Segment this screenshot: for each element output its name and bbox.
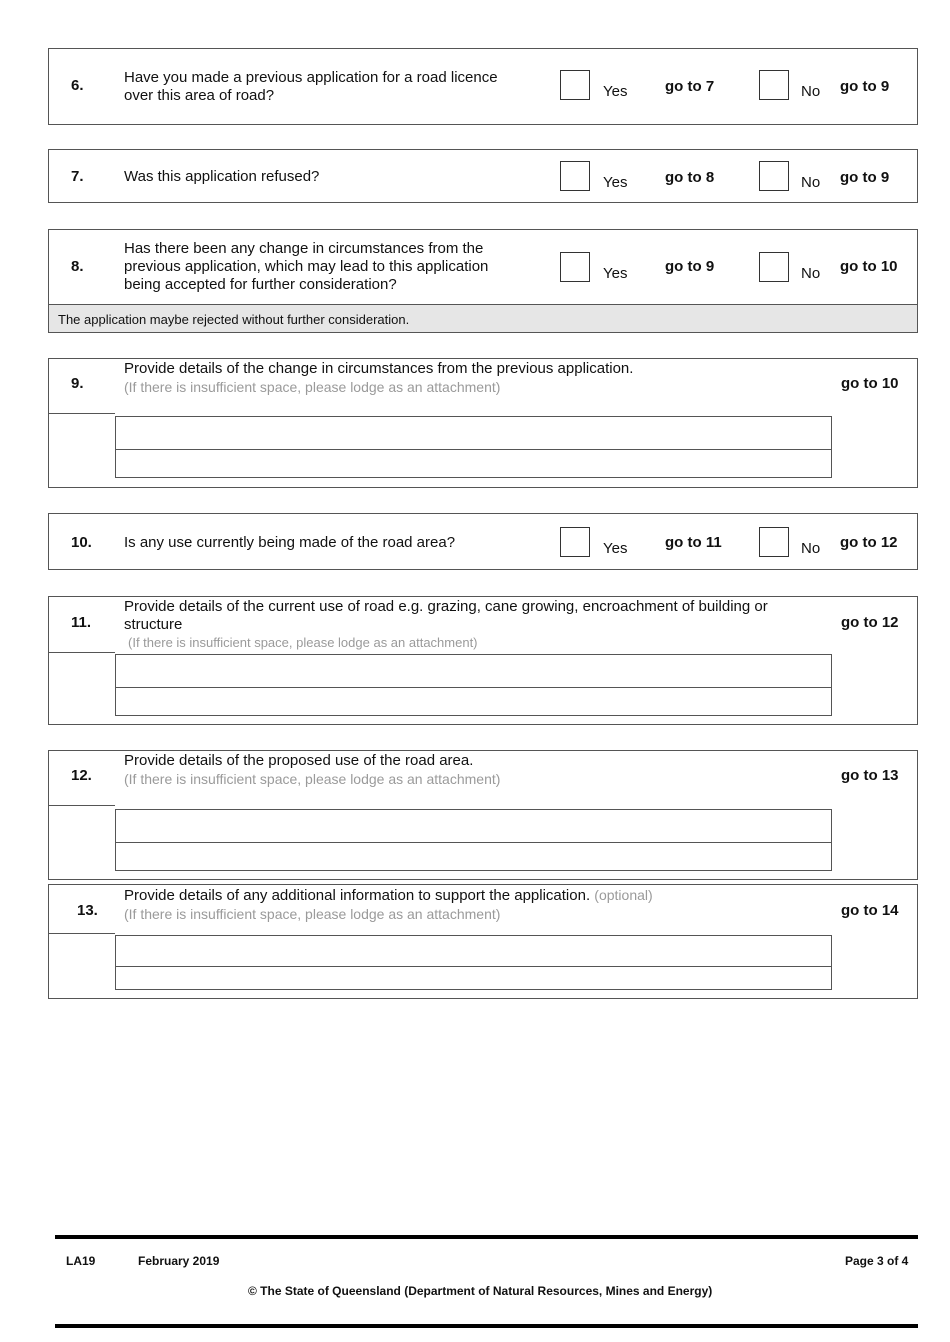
divider <box>49 933 115 934</box>
question-6-section <box>48 48 918 125</box>
question-text: Is any use currently being made of the road area? <box>124 534 456 551</box>
yes-label: Yes <box>603 540 628 557</box>
yes-checkbox[interactable] <box>560 161 590 191</box>
no-goto: go to 9 <box>840 78 890 95</box>
question-7-section <box>48 149 918 203</box>
rejection-note: The application maybe rejected without further consideration. <box>49 304 917 332</box>
attachment-hint: (If there is insufficient space, please lodge as an attachment) <box>124 771 501 787</box>
no-label: No <box>801 83 821 100</box>
yes-goto: go to 11 <box>665 534 722 551</box>
yes-checkbox[interactable] <box>560 252 590 282</box>
footer-top-rule <box>55 1235 918 1239</box>
question-11-section <box>48 596 918 725</box>
question-text-line: Provide details of the proposed use of the road area. <box>124 752 474 769</box>
attachment-hint: (If there is insufficient space, please lodge as an attachment) <box>124 906 501 922</box>
question-text-line: Has there been any change in circumstances from the <box>124 240 484 257</box>
details-textbox-line-1[interactable] <box>115 416 832 450</box>
no-goto: go to 10 <box>840 258 898 275</box>
details-textbox-line-2[interactable] <box>115 966 832 990</box>
yes-label: Yes <box>603 174 628 191</box>
yes-goto: go to 8 <box>665 169 715 186</box>
question-text-line: previous application, which may lead to this application <box>124 258 489 275</box>
yes-goto: go to 9 <box>665 258 715 275</box>
form-date: February 2019 <box>138 1254 220 1268</box>
divider <box>49 413 115 414</box>
page-number: Page 3 of 4 <box>845 1254 909 1268</box>
question-text <box>124 240 488 294</box>
details-textbox-line-2[interactable] <box>115 687 832 716</box>
details-textbox-line-1[interactable] <box>115 654 832 688</box>
goto: go to 13 <box>841 767 899 784</box>
question-number: 13. <box>77 902 98 919</box>
question-number: 8. <box>71 258 84 275</box>
yes-checkbox[interactable] <box>560 527 590 557</box>
question-number: 10. <box>71 534 92 551</box>
optional-label: (optional) <box>594 887 653 903</box>
question-text-main: Provide details of any additional information to support the application. <box>124 887 591 904</box>
goto: go to 12 <box>841 614 899 631</box>
no-checkbox[interactable] <box>759 161 789 191</box>
question-number: 9. <box>71 375 84 392</box>
question-text-line <box>124 886 653 905</box>
question-number: 11. <box>71 614 92 631</box>
question-text <box>124 598 768 652</box>
question-text-line: structure <box>124 616 183 633</box>
yes-checkbox[interactable] <box>560 70 590 100</box>
goto: go to 10 <box>841 375 899 392</box>
copyright-notice: © The State of Queensland (Department of Natural Resources, Mines and Energy) <box>248 1284 713 1298</box>
question-9-section <box>48 358 918 488</box>
yes-label: Yes <box>603 265 628 282</box>
attachment-hint: (If there is insufficient space, please lodge as an attachment) <box>128 635 478 650</box>
yes-label: Yes <box>603 83 628 100</box>
question-text <box>124 69 498 105</box>
question-text-line: over this area of road? <box>124 87 275 104</box>
question-number: 12. <box>71 767 92 784</box>
divider <box>49 652 115 653</box>
form-code: LA19 <box>66 1254 96 1268</box>
question-text <box>124 886 653 923</box>
yes-goto: go to 7 <box>665 78 715 95</box>
no-goto: go to 9 <box>840 169 890 186</box>
details-textbox-line-2[interactable] <box>115 842 832 871</box>
question-8-section <box>48 229 918 333</box>
no-label: No <box>801 174 821 191</box>
footer-bottom-rule <box>55 1324 918 1328</box>
question-text-line: Provide details of the change in circumstances from the previous application. <box>124 360 634 377</box>
question-text <box>124 360 633 396</box>
question-10-section <box>48 513 918 570</box>
no-goto: go to 12 <box>840 534 898 551</box>
question-number: 6. <box>71 77 84 94</box>
details-textbox-line-2[interactable] <box>115 449 832 478</box>
divider <box>49 805 115 806</box>
question-12-section <box>48 750 918 880</box>
details-textbox-line-1[interactable] <box>115 935 832 967</box>
attachment-hint: (If there is insufficient space, please lodge as an attachment) <box>124 379 501 395</box>
no-checkbox[interactable] <box>759 70 789 100</box>
question-text-line: Provide details of the current use of road e.g. grazing, cane growing, encroachment of building or <box>124 598 768 615</box>
no-label: No <box>801 265 821 282</box>
goto: go to 14 <box>841 902 899 919</box>
no-checkbox[interactable] <box>759 527 789 557</box>
question-text-line: being accepted for further consideration? <box>124 276 397 293</box>
question-text: Was this application refused? <box>124 168 320 185</box>
details-textbox-line-1[interactable] <box>115 809 832 843</box>
question-text-line: Have you made a previous application for a road licence <box>124 69 498 86</box>
question-13-section <box>48 884 918 999</box>
question-text <box>124 752 500 788</box>
question-number: 7. <box>71 168 84 185</box>
no-checkbox[interactable] <box>759 252 789 282</box>
no-label: No <box>801 540 821 557</box>
